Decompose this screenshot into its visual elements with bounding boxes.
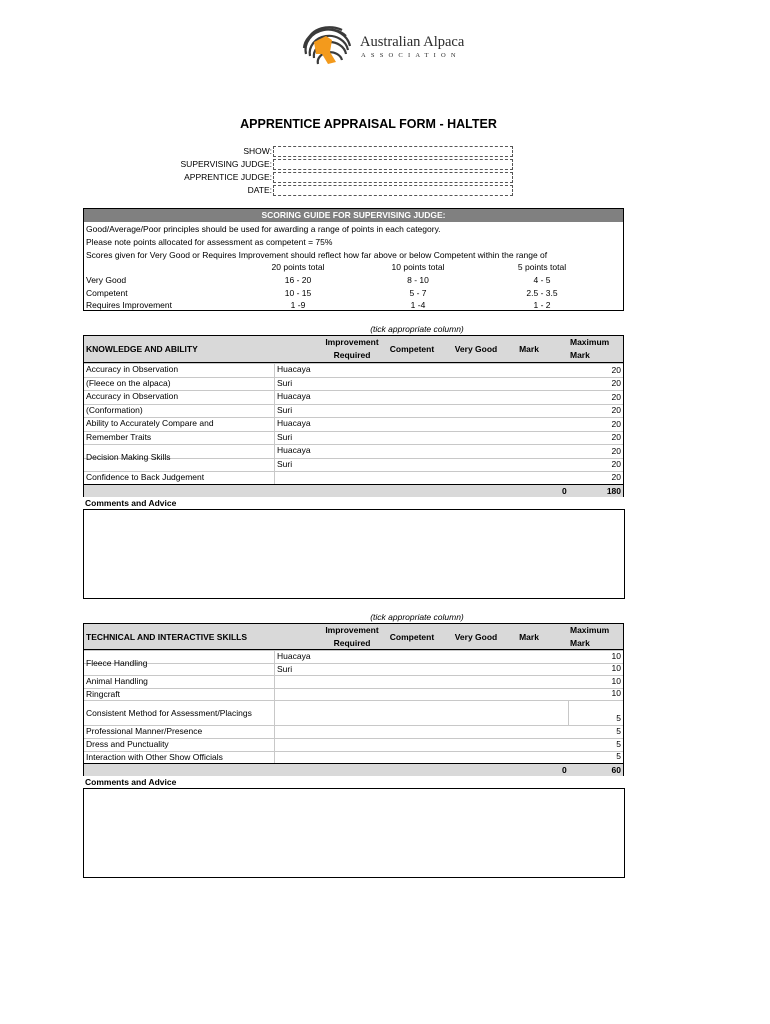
- guide-col-header: 20 points total: [271, 262, 325, 272]
- alpaca-type: Huacaya: [277, 418, 311, 428]
- guide-col-header: 10 points total: [391, 262, 445, 272]
- guide-value: 10 - 15: [284, 288, 312, 298]
- alpaca-type: Suri: [277, 431, 293, 442]
- total-mark: 0: [562, 765, 567, 775]
- table-row[interactable]: [84, 390, 623, 404]
- guide-row-label: Competent: [86, 288, 128, 298]
- guide-value: 8 - 10: [407, 275, 429, 285]
- alpaca-type: Huacaya: [277, 445, 311, 455]
- competent-header: Competent: [389, 344, 435, 354]
- table-row[interactable]: [84, 751, 623, 764]
- total-max: 180: [606, 486, 621, 496]
- table-header: [84, 336, 623, 363]
- guide-value: 16 - 20: [284, 275, 312, 285]
- scoring-guide-heading: SCORING GUIDE FOR SUPERVISING JUDGE:: [84, 209, 623, 222]
- form-title: APPRENTICE APPRAISAL FORM - HALTER: [240, 117, 497, 131]
- guide-line: Please note points allocated for assessment as competent = 75%: [86, 237, 333, 247]
- max-mark: 20: [611, 418, 621, 429]
- comments-label: Comments and Advice: [85, 777, 177, 787]
- guide-line: Good/Average/Poor principles should be used for awarding a range of points in each category.: [86, 224, 441, 234]
- row-label: Ringcraft: [86, 688, 121, 699]
- total-row: [84, 484, 623, 497]
- row-label: Consistent Method for Assessment/Placings: [86, 708, 252, 718]
- guide-value: 1 -4: [410, 300, 426, 310]
- association-logo: [300, 24, 480, 70]
- max-mark: 20: [611, 472, 621, 482]
- tick-note: (tick appropriate column): [370, 612, 464, 622]
- max-mark: 5: [616, 726, 621, 736]
- row-label: Ability to Accurately Compare and: [86, 418, 214, 428]
- table-row[interactable]: [84, 377, 623, 391]
- apprentice-judge-field[interactable]: [273, 172, 513, 183]
- max-mark: 10: [611, 663, 621, 673]
- competent-header: Competent: [389, 632, 435, 642]
- max-mark: 5: [616, 713, 621, 723]
- knowledge-table: [83, 335, 624, 497]
- table-row[interactable]: [84, 431, 623, 445]
- improvement-header: Improvement: [325, 625, 379, 635]
- mark-header: Mark: [519, 632, 539, 642]
- logo-subtitle: ASSOCIATION: [361, 52, 461, 59]
- section-heading: KNOWLEDGE AND ABILITY: [86, 344, 198, 354]
- show-field[interactable]: [273, 146, 513, 157]
- table-row[interactable]: [84, 725, 623, 738]
- section-heading: TECHNICAL AND INTERACTIVE SKILLS: [86, 632, 248, 642]
- max-mark: 10: [611, 688, 621, 698]
- maximum-mark-header: Mark: [570, 638, 590, 648]
- alpaca-type: Huacaya: [277, 364, 311, 374]
- table-row[interactable]: [84, 363, 623, 377]
- max-mark: 5: [616, 751, 621, 761]
- guide-row-label: Very Good: [86, 275, 127, 285]
- table-row[interactable]: [84, 471, 623, 484]
- apprentice-judge-label: APPRENTICE JUDGE:: [184, 172, 272, 182]
- very-good-header: Very Good: [454, 632, 498, 642]
- guide-value: 1 -9: [290, 300, 306, 310]
- table-row[interactable]: [84, 417, 623, 431]
- row-label: Interaction with Other Show Officials: [86, 751, 223, 762]
- table-header: [84, 624, 623, 650]
- total-mark: 0: [562, 486, 567, 496]
- show-label: SHOW:: [243, 146, 272, 156]
- guide-value: 4 - 5: [533, 275, 551, 285]
- required-header: Required: [333, 350, 371, 360]
- table-row[interactable]: [84, 404, 623, 418]
- guide-line: Scores given for Very Good or Requires Improvement should reflect how far above or below Competent within the range of: [86, 250, 548, 260]
- improvement-header: Improvement: [325, 337, 379, 347]
- row-label: (Conformation): [86, 404, 143, 415]
- max-mark: 20: [611, 405, 621, 415]
- table-row[interactable]: [84, 451, 623, 472]
- guide-value: 2.5 - 3.5: [526, 288, 558, 298]
- alpaca-type: Suri: [277, 663, 293, 674]
- mark-header: Mark: [519, 344, 539, 354]
- row-label: Accuracy in Observation: [86, 391, 179, 401]
- comments-label: Comments and Advice: [85, 498, 177, 508]
- guide-value: 5 - 7: [409, 288, 427, 298]
- comments-field[interactable]: [83, 509, 625, 599]
- alpaca-type: Huacaya: [277, 391, 311, 401]
- max-mark: 20: [611, 459, 621, 469]
- table-row[interactable]: [84, 657, 623, 676]
- tick-note: (tick appropriate column): [370, 324, 464, 334]
- table-row[interactable]: [84, 700, 623, 725]
- alpaca-type: Suri: [277, 377, 293, 388]
- scoring-guide: [83, 208, 624, 311]
- table-row[interactable]: [84, 675, 623, 688]
- max-mark: 10: [611, 650, 621, 661]
- very-good-header: Very Good: [454, 344, 498, 354]
- table-row[interactable]: [84, 738, 623, 751]
- maximum-mark-header: Mark: [570, 350, 590, 360]
- comments-field[interactable]: [83, 788, 625, 878]
- guide-row-label: Requires Improvement: [86, 300, 172, 310]
- alpaca-emblem-icon: [300, 24, 356, 70]
- supervising-judge-label: SUPERVISING JUDGE:: [180, 159, 272, 169]
- max-mark: 20: [611, 445, 621, 456]
- row-label: Accuracy in Observation: [86, 364, 179, 374]
- max-mark: 5: [616, 738, 621, 749]
- max-mark: 10: [611, 675, 621, 686]
- maximum-header: Maximum: [570, 625, 610, 635]
- row-label: Professional Manner/Presence: [86, 726, 203, 736]
- row-label: Confidence to Back Judgement: [86, 472, 205, 482]
- required-header: Required: [333, 638, 371, 648]
- row-label: Dress and Punctuality: [86, 739, 169, 749]
- logo-name: Australian Alpaca: [360, 34, 465, 50]
- row-label: Fleece Handling: [86, 657, 148, 668]
- row-label: Decision Making Skills: [86, 451, 171, 462]
- alpaca-type: Suri: [277, 458, 293, 469]
- table-row[interactable]: [84, 688, 623, 701]
- row-label: Remember Traits: [86, 431, 152, 442]
- table-row[interactable]: [84, 650, 623, 663]
- row-label: Animal Handling: [86, 676, 148, 686]
- guide-col-header: 5 points total: [517, 262, 567, 272]
- max-mark: 20: [611, 378, 621, 388]
- guide-value: 1 - 2: [533, 300, 551, 310]
- max-mark: 20: [611, 391, 621, 402]
- date-label: DATE:: [247, 185, 272, 195]
- alpaca-type: Huacaya: [277, 651, 311, 661]
- technical-table: [83, 623, 624, 776]
- total-row: [84, 763, 623, 776]
- row-label: (Fleece on the alpaca): [86, 377, 171, 388]
- total-max: 60: [611, 765, 621, 775]
- alpaca-type: Suri: [277, 404, 293, 415]
- max-mark: 20: [611, 364, 621, 375]
- supervising-judge-field[interactable]: [273, 159, 513, 170]
- date-field[interactable]: [273, 185, 513, 196]
- maximum-header: Maximum: [570, 337, 610, 347]
- max-mark: 20: [611, 432, 621, 442]
